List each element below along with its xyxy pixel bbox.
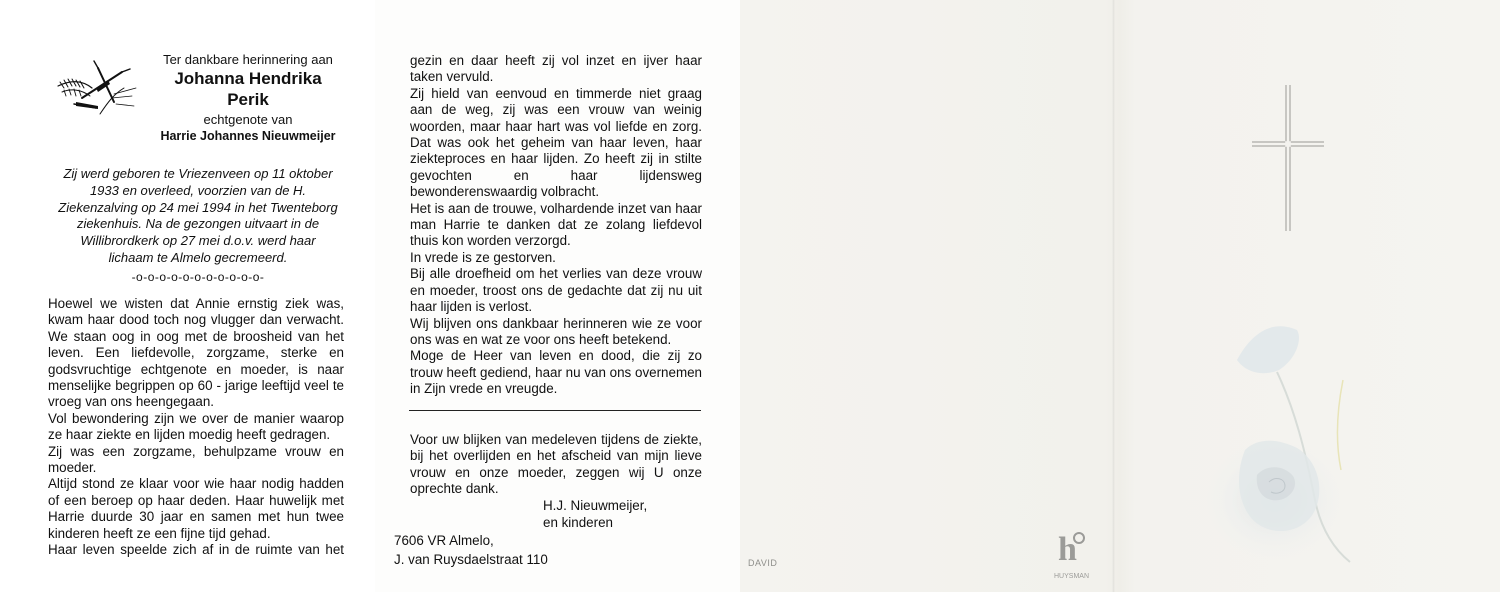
thank-you-message: Voor uw blijken van medeleven tijdens de ziekte, bij het overlijden en het afscheid van mijn lieve vrouw en onze moeder, zeggen wij U onze oprechte dank.: [410, 432, 702, 497]
horizontal-rule: [409, 410, 701, 411]
artist-mark: DAVID: [748, 558, 778, 568]
publisher-initial: h: [1058, 531, 1077, 568]
signature-family: en kinderen: [543, 515, 613, 530]
address-city: 7606 VR Almelo,: [394, 533, 494, 548]
paragraph: Bij alle droefheid om het verlies van deze vrouw en moeder, troost ons de gedachte dat zij nu uit haar lijden is verlost.: [410, 266, 702, 315]
paragraph: Zij hield van eenvoud en timmerde niet graag aan de weg, zij was een vrouw van weinig woorden, maar haar hart was vol liefde en zorg. Dat was ook het geheim van haar leven, haar ziekteproces en haar lijden. Zo heeft zij in stilte gevochten en haar lijdensweg bewonderenswaardig volbracht.: [410, 85, 702, 200]
paragraph: Hoewel we wisten dat Annie ernstig ziek was, kwam haar dood toch nog vlugger dan verwacht. We staan oog in oog met de broosheid van het leven. Een liefdevolle, zorgzame, sterke en godsvruchtige echtgenote en moeder, is naar menselijke begrippen op 60 - jarige leeftijd veel te vroeg van ons heengegaan.: [48, 296, 344, 410]
paragraph: Moge de Heer van leven en dood, die zij zo trouw heeft gediend, haar nu van ons overnemen in Zijn vrede en vreugde.: [410, 348, 702, 397]
card-cover: [740, 0, 1500, 592]
paragraph: Haar leven speelde zich af in de ruimte van het: [48, 542, 344, 558]
bio-line: lichaam te Almelo gecremeerd.: [108, 249, 288, 265]
paragraph: Vol bewondering zijn we over de manier waarop ze haar ziekte en lijden moedig heeft gedragen.: [48, 410, 344, 443]
bio-line: Zij werd geboren te Vriezenveen op 11 oktober: [63, 166, 333, 181]
publisher-name: HUYSMAN: [1054, 573, 1090, 580]
paragraph: gezin en daar heeft zij vol inzet en ijver haar taken vervuld.: [410, 53, 702, 85]
publisher-logo: [1052, 530, 1092, 582]
cross-icon: [1248, 83, 1328, 233]
signature-name: H.J. Nieuwmeijer,: [543, 498, 648, 513]
address-street: J. van Ruysdaelstraat 110: [394, 552, 548, 567]
bio-line: Ziekenzalving op 24 mei 1994 in het Twenteborg: [58, 199, 338, 215]
text-column-2: [410, 53, 702, 398]
deceased-name-last: Perik: [227, 90, 269, 109]
front-panel: [0, 0, 375, 592]
bio-line: Willibrordkerk op 27 mei d.o.v. werd haar: [80, 233, 316, 249]
cross-with-palm-icon: [52, 58, 142, 118]
signature: [543, 497, 647, 531]
paragraph: Zij was een zorgzame, behulpzame vrouw en moeder.: [48, 443, 344, 476]
bio-line: ziekenhuis. Na de gezongen uitvaart in de: [76, 216, 320, 232]
dotted-divider: -o-o-o-o-o-o-o-o-o-o-o-: [131, 270, 265, 284]
spouse-name: Harrie Johannes Nieuwmeijer: [160, 129, 336, 143]
inside-panel: [375, 0, 740, 592]
paragraph: In vrede is ze gestorven.: [410, 249, 556, 265]
paragraph: Het is aan de trouwe, volhardende inzet van haar man Harrie te danken dat ze zolang liefdevol thuis kon worden verzorgd.: [410, 200, 702, 249]
bio-line: 1933 en overleed, voorzien van de H.: [89, 182, 307, 198]
spouse-intro: echtgenote van: [203, 112, 293, 127]
rose-illustration: [1185, 300, 1355, 570]
deceased-name-first: Johanna Hendrika: [174, 69, 322, 88]
text-column-1: [48, 296, 344, 559]
memorial-header: [148, 52, 348, 144]
intro-line: Ter dankbare herinnering aan: [163, 52, 333, 67]
paragraph: Wij blijven ons dankbaar herinneren wie ze voor ons was en wat ze voor ons heeft betekend.: [410, 315, 702, 347]
fold-line: [1112, 0, 1115, 592]
paragraph: Altijd stond ze klaar voor wie haar nodig hadden of een beroep op haar deden. Haar huwelijk met Harrie duurde 30 jaar en samen met hun twee kinderen heeft ze een fijne tijd gehad.: [48, 476, 344, 541]
address: [394, 531, 548, 569]
biography: [48, 166, 348, 267]
